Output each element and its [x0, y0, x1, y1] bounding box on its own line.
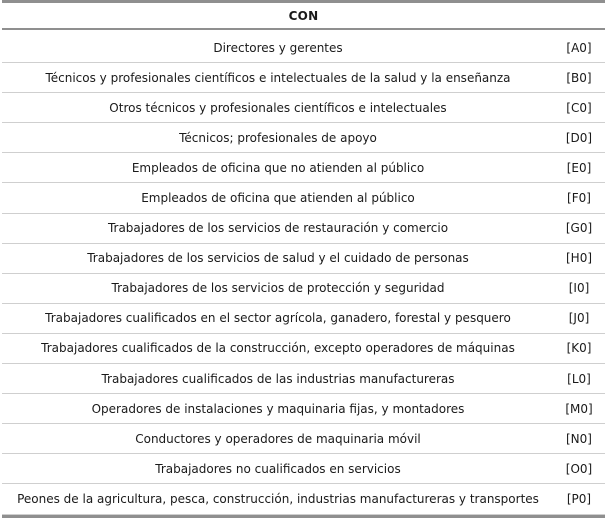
- table-row: [2, 214, 605, 244]
- row-label: Directores y gerentes: [213, 40, 343, 55]
- table-row: [2, 394, 605, 424]
- row-code: [C0]: [566, 100, 592, 115]
- row-label: Empleados de oficina que atienden al público: [141, 191, 415, 206]
- row-code: [G0]: [565, 221, 593, 236]
- header-rule: [2, 28, 605, 30]
- table-row: [2, 183, 605, 213]
- row-code: [H0]: [565, 251, 593, 266]
- table-row: [2, 454, 605, 484]
- row-label: Trabajadores cualificados de la construcción, excepto operadores de máquinas: [41, 341, 515, 356]
- table-row: [2, 274, 605, 304]
- row-code: [N0]: [566, 431, 592, 446]
- row-label: Trabajadores de los servicios de protección y seguridad: [111, 281, 445, 296]
- table-header: CON: [288, 8, 319, 23]
- row-label: Trabajadores cualificados en el sector agrícola, ganadero, forestal y pesquero: [45, 311, 511, 326]
- table-row: [2, 334, 605, 364]
- table-row: [2, 123, 605, 153]
- row-label: Conductores y operadores de maquinaria móvil: [135, 431, 421, 446]
- row-code: [O0]: [565, 461, 593, 476]
- row-code: [M0]: [565, 401, 593, 416]
- row-code: [K0]: [566, 341, 592, 356]
- row-label: Técnicos; profesionales de apoyo: [179, 130, 377, 145]
- row-label: Empleados de oficina que no atienden al público: [131, 160, 425, 175]
- table-row: [2, 244, 605, 274]
- row-code: [B0]: [566, 70, 592, 85]
- row-code: [D0]: [565, 130, 593, 145]
- table-row: [2, 364, 605, 394]
- table-body: [2, 33, 605, 515]
- row-code: [J0]: [568, 311, 590, 326]
- row-label: Trabajadores cualificados de las industrias manufactureras: [101, 371, 455, 386]
- row-label: Trabajadores no cualificados en servicios: [155, 461, 401, 476]
- table-row: [2, 424, 605, 454]
- row-code: [A0]: [566, 40, 592, 55]
- row-code: [L0]: [567, 371, 591, 386]
- row-code: [F0]: [567, 191, 591, 206]
- row-code: [E0]: [566, 160, 592, 175]
- row-code: [P0]: [566, 491, 592, 506]
- table-row: [2, 63, 605, 93]
- table-row: [2, 304, 605, 334]
- row-label: Trabajadores de los servicios de salud y el cuidado de personas: [87, 251, 469, 266]
- occupation-table: [2, 0, 605, 518]
- row-label: Peones de la agricultura, pesca, construcción, industrias manufactureras y transportes: [17, 491, 539, 506]
- row-code: [I0]: [568, 281, 590, 296]
- row-label: Técnicos y profesionales científicos e intelectuales de la salud y la enseñanza: [45, 70, 511, 85]
- row-label: Operadores de instalaciones y maquinaria fijas, y montadores: [91, 401, 465, 416]
- table-row: [2, 33, 605, 63]
- table-row: [2, 484, 605, 514]
- table-row: [2, 153, 605, 183]
- row-label: Trabajadores de los servicios de restauración y comercio: [107, 221, 449, 236]
- table-row: [2, 93, 605, 123]
- row-label: Otros técnicos y profesionales científicos e intelectuales: [109, 100, 447, 115]
